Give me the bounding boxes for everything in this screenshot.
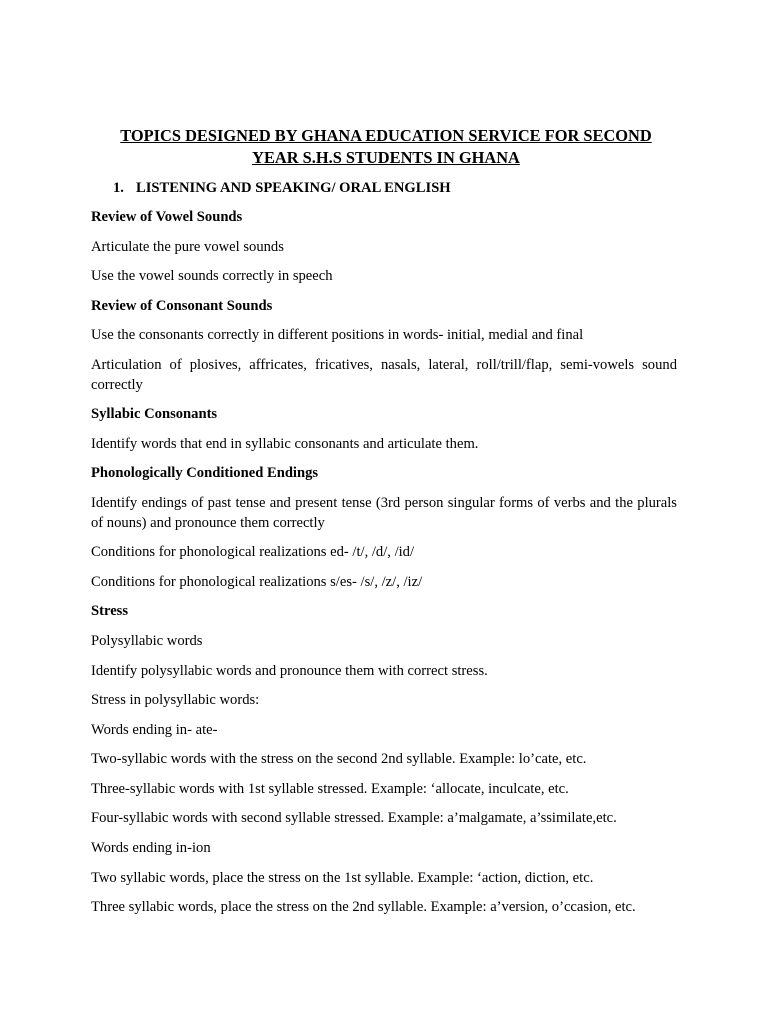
subheading-consonant-sounds: Review of Consonant Sounds: [91, 297, 273, 314]
subheading-stress: Stress: [91, 603, 129, 620]
paragraph: Words ending in-ion: [91, 840, 211, 857]
title-line-2: YEAR S.H.S STUDENTS IN GHANA: [252, 148, 520, 167]
paragraph: Conditions for phonological realizations s/es- /s/, /z/, /iz/: [91, 573, 423, 590]
paragraph: Three-syllabic words with 1st syllable stressed. Example: ‘allocate, inculcate, etc.: [91, 780, 569, 797]
section-number: 1.: [113, 180, 124, 196]
paragraph: Use the consonants correctly in different positions in words- initial, medial and final: [91, 327, 584, 344]
paragraph: Polysyllabic words: [91, 632, 203, 649]
paragraph: Identify polysyllabic words and pronounce them with correct stress.: [91, 662, 488, 679]
subheading-syllabic-consonants: Syllabic Consonants: [91, 406, 218, 423]
paragraph: Three syllabic words, place the stress on the 2nd syllable. Example: a’version, o’ccasion, etc.: [91, 899, 636, 916]
paragraph: Identify words that end in syllabic consonants and articulate them.: [91, 435, 479, 452]
paragraph: Two syllabic words, place the stress on the 1st syllable. Example: ‘action, diction, etc.: [91, 869, 594, 886]
document-page: [91, 125, 677, 918]
paragraph: Articulate the pure vowel sounds: [91, 238, 284, 255]
paragraph: Articulation of plosives, affricates, fricatives, nasals, lateral, roll/trill/flap, semi-vowels sound correctly: [91, 356, 677, 393]
document-title: [91, 125, 681, 169]
subheading-vowel-sounds: Review of Vowel Sounds: [91, 209, 243, 225]
section-heading: [91, 178, 677, 198]
subheading-conditioned-endings: Phonologically Conditioned Endings: [91, 465, 319, 482]
paragraph: Stress in polysyllabic words:: [91, 692, 260, 709]
paragraph: Two-syllabic words with the stress on the second 2nd syllable. Example: lo’cate, etc.: [91, 751, 587, 768]
paragraph: Conditions for phonological realizations ed- /t/, /d/, /id/: [91, 544, 415, 561]
paragraph: Words ending in- ate-: [91, 721, 218, 738]
paragraph: Identify endings of past tense and present tense (3rd person singular forms of verbs and the plurals of nouns) and pronounce them correctly: [91, 494, 677, 531]
section-label: LISTENING AND SPEAKING/ ORAL ENGLISH: [136, 180, 451, 196]
title-line-1: TOPICS DESIGNED BY GHANA EDUCATION SERVICE FOR SECOND: [120, 126, 652, 145]
paragraph: Use the vowel sounds correctly in speech: [91, 268, 333, 285]
paragraph: Four-syllabic words with second syllable stressed. Example: a’malgamate, a’ssimilate,etc.: [91, 810, 617, 827]
